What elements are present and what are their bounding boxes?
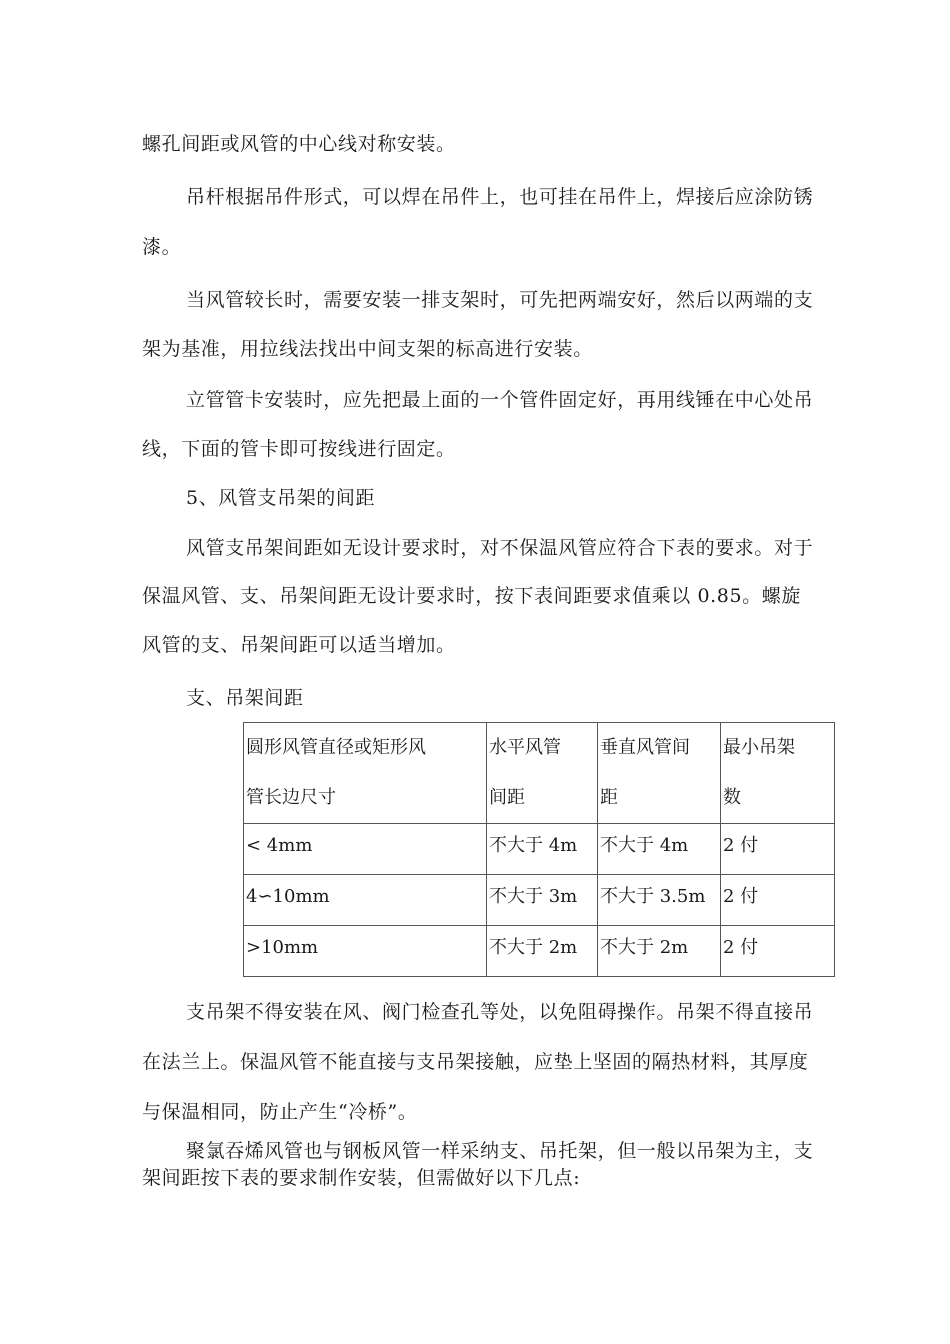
paragraph-line: 保温风管、支、吊架间距无设计要求时，按下表间距要求值乘以 0.85。螺旋 — [142, 585, 801, 607]
paragraph-line: 风管的支、吊架间距可以适当增加。 — [142, 634, 456, 656]
header-line: 水平风管 — [489, 737, 561, 758]
header-line: 距 — [600, 787, 618, 808]
table-row — [244, 824, 835, 875]
paragraph-line: 风管支吊架间距如无设计要求时，对不保温风管应符合下表的要求。对于 — [186, 537, 814, 559]
table-header-cell — [598, 723, 721, 824]
support-spacing-table — [243, 722, 835, 977]
paragraph-line: 支吊架不得安装在风、阀门检查孔等处，以免阻碍操作。吊架不得直接吊 — [186, 1001, 814, 1023]
paragraph-line: 架间距按下表的要求制作安装，但需做好以下几点: — [142, 1167, 581, 1189]
paragraph-line: 架为基准，用拉线法找出中间支架的标高进行安装。 — [142, 338, 593, 360]
header-line: 垂直风管间 — [600, 737, 690, 758]
paragraph-line: 线，下面的管卡即可按线进行固定。 — [142, 438, 456, 460]
table-cell: 不大于 2m — [598, 926, 721, 977]
table-header-cell — [487, 723, 598, 824]
header-line: 最小吊架 — [723, 737, 795, 758]
table-row — [244, 875, 835, 926]
table-cell: 2 付 — [721, 926, 835, 977]
table-cell: < 4mm — [244, 824, 487, 875]
paragraph-line: 聚氯吞烯风管也与钢板风管一样采纳支、吊托架，但一般以吊架为主，支 — [186, 1140, 814, 1162]
table-caption: 支、吊架间距 — [186, 687, 304, 709]
paragraph-line: 漆。 — [142, 236, 182, 258]
table-cell: 不大于 4m — [598, 824, 721, 875]
header-line: 数 — [723, 787, 741, 808]
paragraph-line: 与保温相同，防止产生“冷桥”。 — [142, 1101, 418, 1123]
header-line: 圆形风管直径或矩形风 — [246, 737, 426, 758]
paragraph-line: 当风管较长时，需要安装一排支架时，可先把两端安好，然后以两端的支 — [186, 289, 814, 311]
paragraph-line: 在法兰上。保温风管不能直接与支吊架接触，应垫上坚固的隔热材料，其厚度 — [142, 1051, 809, 1073]
section-heading: 5、风管支吊架的间距 — [186, 487, 376, 509]
table-cell: 不大于 4m — [487, 824, 598, 875]
table-header-cell — [244, 723, 487, 824]
table-row — [244, 926, 835, 977]
table-header-row — [244, 723, 835, 824]
header-line: 管长边尺寸 — [246, 787, 336, 808]
table-cell: 2 付 — [721, 875, 835, 926]
table-header-cell — [721, 723, 835, 824]
paragraph-line: 吊杆根据吊件形式，可以焊在吊件上，也可挂在吊件上，焊接后应涂防锈 — [186, 186, 814, 208]
table-cell: 不大于 2m — [487, 926, 598, 977]
header-line: 间距 — [489, 787, 525, 808]
table-cell: >10mm — [244, 926, 487, 977]
table-cell: 2 付 — [721, 824, 835, 875]
table-cell: 不大于 3m — [487, 875, 598, 926]
table-cell: 不大于 3.5m — [598, 875, 721, 926]
paragraph-line: 螺孔间距或风管的中心线对称安装。 — [142, 133, 456, 155]
table-cell: 4∽10mm — [244, 875, 487, 926]
paragraph-line: 立管管卡安装时，应先把最上面的一个管件固定好，再用线锤在中心处吊 — [186, 389, 814, 411]
